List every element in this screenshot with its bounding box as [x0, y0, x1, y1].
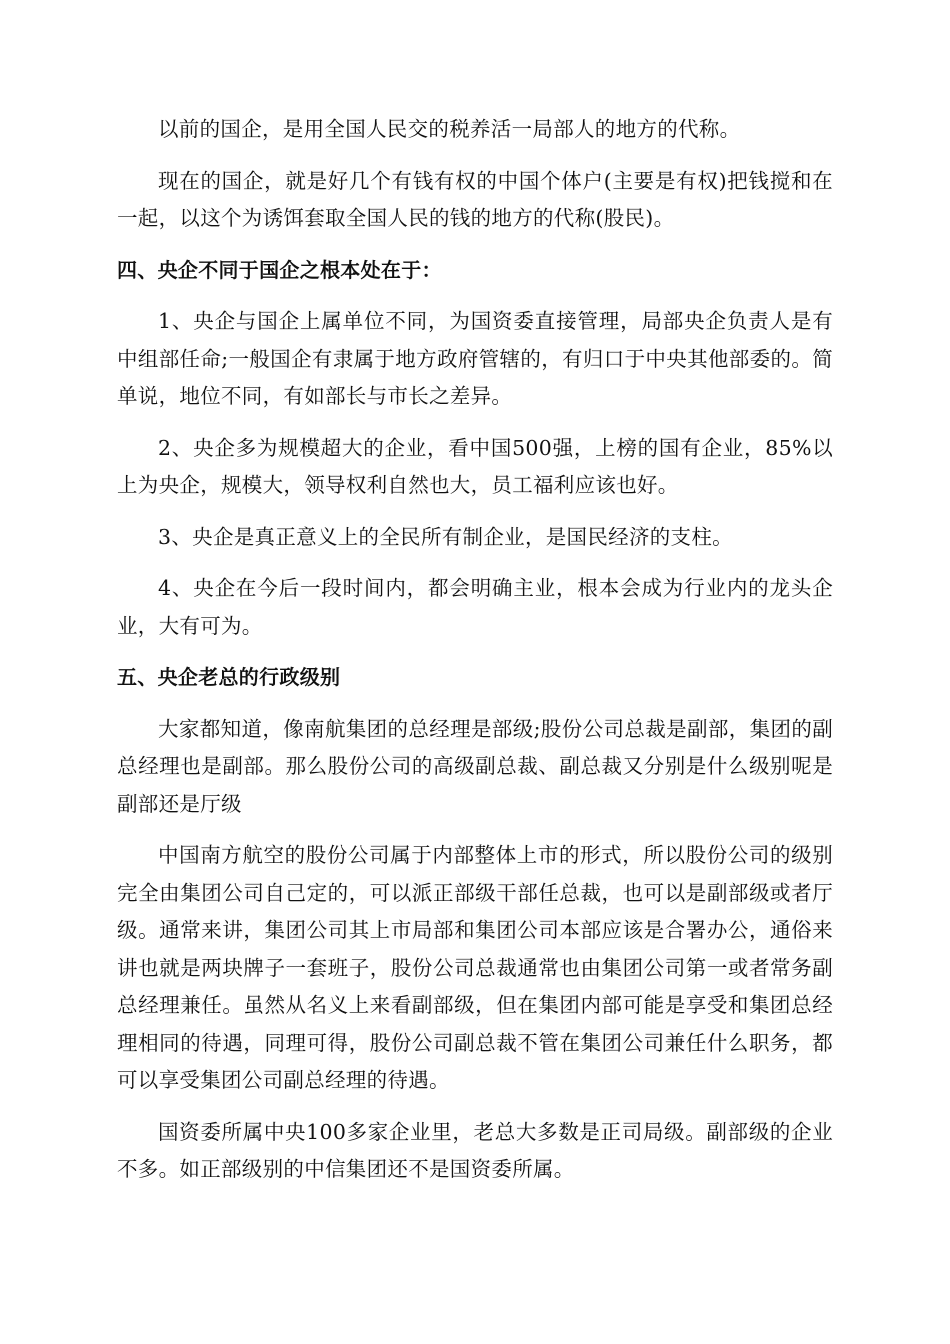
paragraph-point-4: 4、央企在今后一段时间内，都会明确主业，根本会成为行业内的龙头企业，大有可为。 — [117, 576, 833, 638]
paragraph-point-1: 1、央企与国企上属单位不同，为国资委直接管理，局部央企负责人是有中组部任命;一般国企有隶属于地方政府管辖的，有归口于中央其他部委的。简单说，地位不同，有如部长与市长之差异。 — [117, 309, 833, 408]
paragraph-joint-stock-company: 中国南方航空的股份公司属于内部整体上市的形式，所以股份公司的级别完全由集团公司自己定的，可以派正部级干部任总裁，也可以是副部级或者厅级。通常来讲，集团公司其上市局部和集团公司本部应该是合署办公，通俗来讲也就是两块牌子一套班子，股份公司总裁通常也由集团公司第一或者常务副总经理兼任。虽然从名义上来看副部级，但在集团内部可能是享受和集团总经理相同的待遇，同理可得，股份公司副总裁不管在集团公司兼任什么职务，都可以享受集团公司副总经理的待遇。 — [117, 843, 833, 1092]
paragraph-point-2: 2、央企多为规模超大的企业，看中国500强，上榜的国有企业，85%以上为央企，规模大，领导权利自然也大，员工福利应该也好。 — [117, 435, 833, 497]
section-heading-5: 五、央企老总的行政级别 — [117, 665, 341, 689]
section-heading-4: 四、央企不同于国企之根本处在于： — [117, 257, 442, 282]
paragraph-point-3: 3、央企是真正意义上的全民所有制企业，是国民经济的支柱。 — [158, 524, 733, 549]
paragraph-former-soe: 以前的国企，是用全国人民交的税养活一局部人的地方的代称。 — [158, 117, 741, 141]
paragraph-sasac-enterprises: 国资委所属中央100多家企业里，老总大多数是正司局级。副部级的企业不多。如正部级别的中信集团还不是国资委所属。 — [117, 1119, 833, 1181]
paragraph-china-southern-ranks: 大家都知道，像南航集团的总经理是部级;股份公司总裁是副部，集团的副总经理也是副部。那么股份公司的高级副总裁、副总裁又分别是什么级别呢是副部还是厅级 — [117, 716, 833, 816]
paragraph-current-soe: 现在的国企，就是好几个有钱有权的中国个体户(主要是有权)把钱搅和在一起，以这个为诱饵套取全国人民的钱的地方的代称(股民)。 — [117, 168, 833, 230]
document-body — [117, 111, 833, 1203]
